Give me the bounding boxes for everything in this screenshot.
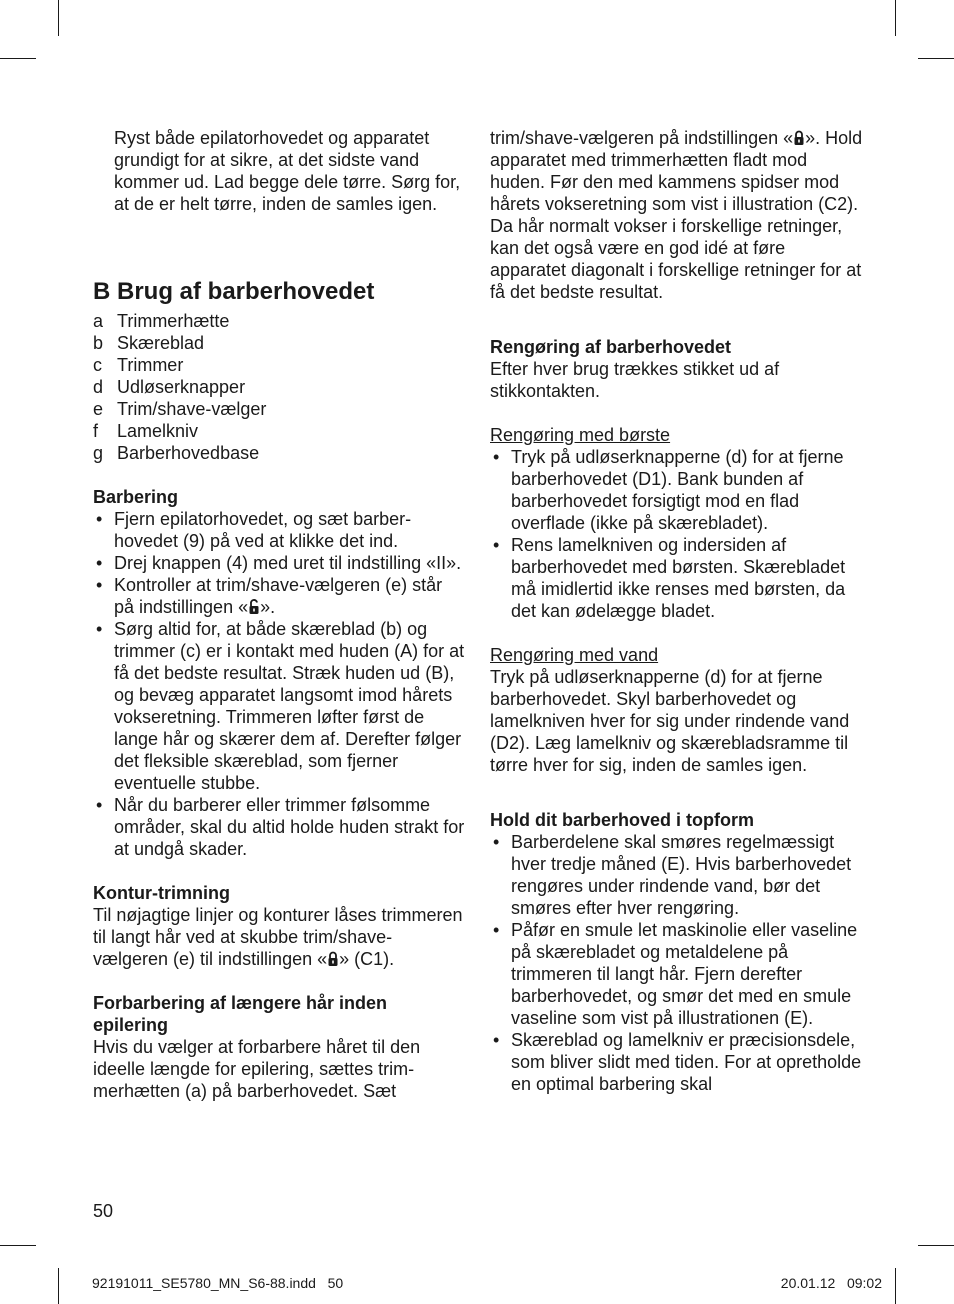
- crop-mark: [58, 1268, 59, 1304]
- crop-mark: [0, 58, 36, 59]
- crop-mark: [58, 0, 59, 36]
- list-item: • Tryk på udløserknapperne (d) for at fjerne barberhovedet (D1). Bank bunden af barberhovedet forsigtigt mod en flad overflade (ikke på skærebladet).: [490, 446, 864, 534]
- parts-item: f Lamelkniv: [93, 421, 199, 441]
- parts-item: b Skæreblad: [93, 333, 205, 353]
- right-column: [490, 127, 864, 1095]
- page-number: 50: [93, 1201, 114, 1221]
- print-slug-date: 20.01.12 09:02: [780, 1275, 882, 1291]
- barbering-list: [93, 508, 465, 860]
- list-item: • Kontroller at trim/shave-vælgeren (e) står på indstillingen « ».: [93, 574, 465, 618]
- crop-mark: [895, 1268, 896, 1304]
- direction-paragraph: Da hår normalt vokser i forskellige retninger, kan det også være en god idé at føre apparatet diagonalt i forskellige retninger for at få det bedste resultat.: [490, 216, 862, 302]
- list-item: • Skæreblad og lamelkniv er præcisionsdele, som bliver slidt med tiden. For at opretholde en optimal barbering skal: [490, 1029, 864, 1095]
- parts-list: [93, 310, 465, 464]
- parts-item: g Barberhovedbase: [93, 443, 260, 463]
- brush-heading: Rengøring med børste: [490, 425, 671, 445]
- print-slug-file: 92191011_SE5780_MN_S6-88.indd 50: [92, 1275, 344, 1291]
- list-item: • Når du barberer eller trimmer følsomme områder, skal du altid holde huden strakt for at undgå skader.: [93, 794, 465, 860]
- parts-item: e Trim/shave-vælger: [93, 399, 267, 419]
- continued-paragraph: trim/shave-vælgeren på indstillingen « ». Hold apparatet med trimmerhætten fladt mod huden. Før den med kammens spidser mod hårets vokseretning som vist i illustration (C2).: [490, 128, 863, 214]
- water-paragraph: Tryk på udløserknapperne (d) for at fjerne barberhovedet. Skyl barberhovedet og lamelkniven hver for sig under rindende vand (D2). Læg lamelkniv og skærebladsramme til tørre hver for sig, inden de samles igen.: [490, 667, 850, 775]
- unlock-icon: [248, 599, 260, 615]
- cleaning-paragraph: Efter hver brug trækkes stikket ud af stikkontakten.: [490, 359, 780, 401]
- list-item: • Sørg altid for, at både skæreblad (b) og trimmer (c) er i kontakt med huden (A) for at få det bedste resultat. Stræk huden ud (B), og bevæg apparatet langsomt imod hårets vokseretning. Trimmeren løfter først de lange hår og skærer dem af. Derefter følger det fleksible skæreblad, som fjerner eventuelle stubbe.: [93, 618, 465, 794]
- parts-item: c Trimmer: [93, 355, 184, 375]
- list-item: • Rens lamelkniven og indersiden af barberhovedet med børsten. Skærebladet må imidlertid ikke renses med børsten, da det kan ødelægge bladet.: [490, 534, 864, 622]
- left-column: [93, 127, 465, 1102]
- crop-mark: [895, 0, 896, 36]
- forbarbering-heading: Forbarbering af længere hår inden epilering: [93, 993, 388, 1035]
- lock-icon: [793, 130, 805, 146]
- list-item: • Drej knappen (4) med uret til indstilling «II».: [93, 552, 465, 574]
- list-item: • Påfør en smule let maskinolie eller vaseline på skærebladet og metaldelene på trimmeren til langt hår. Fjern derefter barberhovedet, og smør det med en smule vaseline som vist på illustrationen (E).: [490, 919, 864, 1029]
- forbarbering-paragraph: Hvis du vælger at forbarbere håret til den ideelle længde for epilering, sættes trimmerhætten (a) på barberhovedet. Sæt: [93, 1037, 421, 1101]
- topform-list: [490, 831, 864, 1095]
- parts-item: d Udløserknapper: [93, 377, 246, 397]
- crop-mark: [0, 1245, 36, 1246]
- section-title: B Brug af barberhovedet: [93, 278, 375, 305]
- crop-mark: [918, 58, 954, 59]
- water-heading: Rengøring med vand: [490, 645, 659, 665]
- kontur-heading: Kontur-trimning: [93, 883, 230, 903]
- intro-paragraph: Ryst både epilatorhovedet og apparatet grundigt for at sikre, at det sidste vand kommer ud. Lad begge dele tørre. Sørg for, at de er helt tørre, inden de samles igen.: [114, 128, 461, 214]
- kontur-paragraph: Til nøjagtige linjer og konturer låses trimmeren til langt hår ved at skubbe trim/shave-vælgeren (e) til indstillingen « » (C1).: [93, 905, 463, 969]
- lock-icon: [327, 951, 339, 967]
- cleaning-heading: Rengøring af barberhovedet: [490, 337, 732, 357]
- list-item: • Fjern epilatorhovedet, og sæt barberhovedet (9) på ved at klikke det ind.: [93, 508, 465, 552]
- crop-mark: [918, 1245, 954, 1246]
- topform-heading: Hold dit barberhoved i topform: [490, 810, 754, 830]
- list-item: • Barberdelene skal smøres regelmæssigt hver tredje måned (E). Hvis barberhovedet rengøres under rindende vand, bør det smøres efter hver rengøring.: [490, 831, 864, 919]
- brush-list: [490, 446, 864, 622]
- barbering-heading: Barbering: [93, 487, 179, 507]
- parts-item: a Trimmerhætte: [93, 311, 230, 331]
